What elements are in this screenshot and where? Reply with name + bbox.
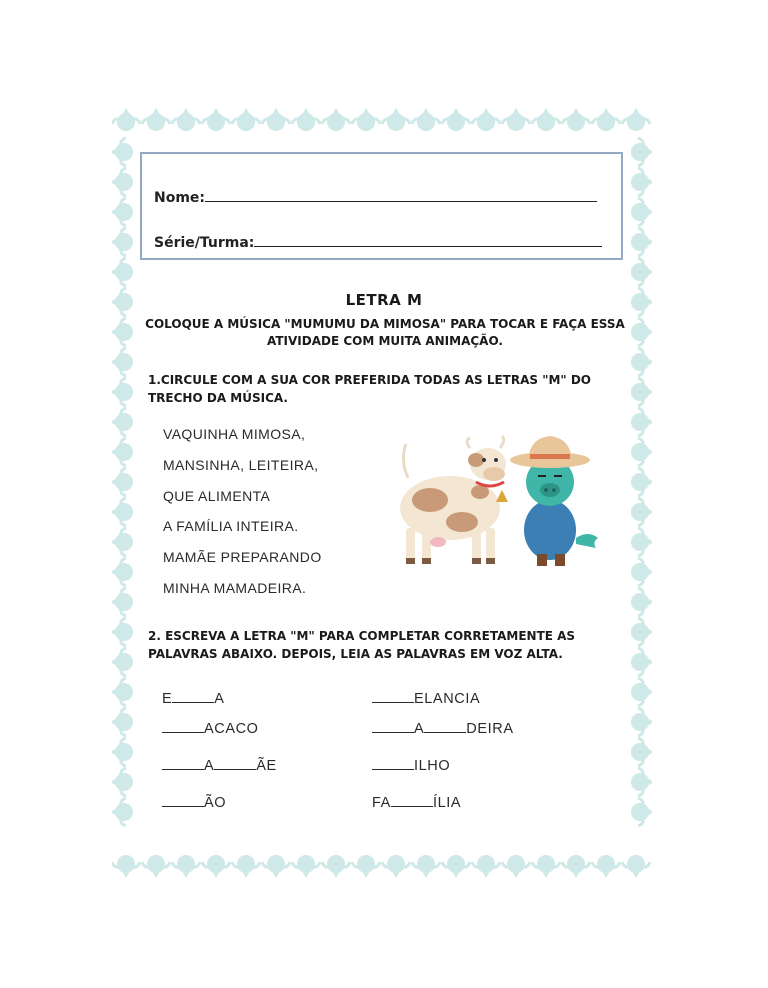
- border-ornament: [631, 378, 652, 406]
- border-ornament: [112, 198, 133, 226]
- border-ornament: [631, 438, 652, 466]
- name-label: Nome:: [154, 190, 206, 206]
- fill-word-5[interactable]: [162, 757, 277, 774]
- blank[interactable]: [162, 720, 204, 733]
- border-ornament: [112, 708, 133, 736]
- border-ornament: [631, 798, 652, 826]
- border-ornament: [172, 855, 200, 878]
- border-ornament: [322, 855, 350, 878]
- verse-line: A FAMÍLIA INTEIRA.: [163, 518, 299, 534]
- border-ornament: [631, 408, 652, 436]
- word-part: A: [204, 758, 215, 774]
- border-ornament: [112, 228, 133, 256]
- border-ornament: [322, 108, 350, 131]
- blank[interactable]: [391, 794, 433, 807]
- border-ornament: [631, 168, 652, 196]
- border-ornament: [472, 108, 500, 131]
- border-ornament: [112, 558, 133, 586]
- border-ornament: [232, 108, 260, 131]
- blank[interactable]: [372, 720, 414, 733]
- word-part: DEIRA: [466, 721, 514, 737]
- student-info-box: [140, 152, 623, 260]
- question-2: 2. ESCREVA A LETRA "M" PARA COMPLETAR CORRETAMENTE AS PALAVRAS ABAIXO. DEPOIS, LEIA AS PALAVRAS EM VOZ ALTA.: [148, 629, 576, 661]
- border-ornament: [442, 855, 470, 878]
- border-ornament: [112, 768, 133, 796]
- word-part: ÃE: [256, 758, 277, 774]
- border-ornament: [112, 318, 133, 346]
- border-ornament: [502, 855, 530, 878]
- border-ornament: [502, 108, 530, 131]
- fill-word-8[interactable]: [372, 794, 461, 811]
- blank[interactable]: [424, 720, 466, 733]
- border-ornament: [631, 318, 652, 346]
- border-ornament: [622, 108, 650, 131]
- word-part: E: [162, 691, 173, 707]
- border-ornament: [631, 528, 652, 556]
- fill-word-6[interactable]: [372, 757, 450, 774]
- border-ornament: [631, 678, 652, 706]
- verse-line: QUE ALIMENTA: [163, 488, 271, 504]
- border-ornament: [562, 108, 590, 131]
- word-part: A: [214, 691, 225, 707]
- border-ornament: [112, 108, 140, 131]
- border-ornament: [112, 168, 133, 196]
- border-ornament: [112, 258, 133, 286]
- verse-line: MINHA MAMADEIRA.: [163, 580, 307, 596]
- verse-line: VAQUINHA MIMOSA,: [163, 426, 306, 442]
- border-ornament: [112, 378, 133, 406]
- class-line[interactable]: [254, 233, 602, 247]
- blank[interactable]: [372, 690, 414, 703]
- border-ornament: [112, 618, 133, 646]
- border-ornament: [631, 468, 652, 496]
- border-ornament: [112, 438, 133, 466]
- border-ornament: [442, 108, 470, 131]
- border-ornament: [622, 855, 650, 878]
- border-ornament: [112, 738, 133, 766]
- border-ornament: [631, 618, 652, 646]
- border-ornament: [112, 678, 133, 706]
- name-field[interactable]: [154, 188, 597, 206]
- border-ornament: [142, 108, 170, 131]
- fill-word-1[interactable]: [162, 690, 225, 707]
- border-ornament: [112, 855, 140, 878]
- word-part: FA: [372, 795, 391, 811]
- border-ornament: [631, 708, 652, 736]
- fill-word-3[interactable]: [162, 720, 259, 737]
- border-ornament: [631, 768, 652, 796]
- border-ornament: [631, 738, 652, 766]
- border-ornament: [592, 108, 620, 131]
- border-ornament: [292, 855, 320, 878]
- border-ornament: [631, 228, 652, 256]
- border-ornament: [112, 138, 133, 166]
- border-ornament: [112, 648, 133, 676]
- border-ornament: [112, 348, 133, 376]
- border-ornament: [112, 798, 133, 826]
- border-ornament: [382, 108, 410, 131]
- border-ornament: [631, 588, 652, 616]
- fill-word-4[interactable]: [372, 720, 514, 737]
- blank[interactable]: [172, 690, 214, 703]
- class-label: Série/Turma:: [154, 235, 255, 251]
- page-title: LETRA M: [345, 291, 423, 309]
- border-ornament: [112, 588, 133, 616]
- border-ornament: [112, 498, 133, 526]
- border-ornament: [412, 855, 440, 878]
- border-ornament: [631, 348, 652, 376]
- border-ornament: [232, 855, 260, 878]
- verse-line: MANSINHA, LEITEIRA,: [163, 457, 319, 473]
- word-part: ACACO: [204, 721, 259, 737]
- border-ornament: [142, 855, 170, 878]
- blank[interactable]: [162, 757, 204, 770]
- word-part: ÍLIA: [432, 795, 462, 811]
- border-ornament: [472, 855, 500, 878]
- word-part: ELANCIA: [414, 691, 481, 707]
- blank[interactable]: [372, 757, 414, 770]
- border-ornament: [352, 108, 380, 131]
- word-part: ILHO: [414, 758, 451, 774]
- border-ornament: [631, 138, 652, 166]
- border-ornament: [262, 108, 290, 131]
- border-ornament: [112, 468, 133, 496]
- border-ornament: [172, 108, 200, 131]
- class-field[interactable]: [154, 233, 602, 251]
- border-ornament: [631, 558, 652, 586]
- border-ornament: [112, 528, 133, 556]
- blank[interactable]: [162, 794, 204, 807]
- border-ornament: [631, 258, 652, 286]
- question-1: 1.CIRCULE COM A SUA COR PREFERIDA TODAS AS LETRAS "M" DO TRECHO DA MÚSICA.: [148, 373, 591, 405]
- border-ornament: [292, 108, 320, 131]
- verse-line: MAMÃE PREPARANDO: [163, 549, 322, 565]
- intro-text: COLOQUE A MÚSICA "MUMUMU DA MIMOSA" PARA TOCAR E FAÇA ESSA ATIVIDADE COM MUITA ANIMAÇÃO.: [145, 317, 625, 348]
- border-ornament: [202, 855, 230, 878]
- border-ornament: [631, 498, 652, 526]
- border-ornament: [352, 855, 380, 878]
- blank[interactable]: [214, 757, 256, 770]
- border-ornament: [382, 855, 410, 878]
- fill-word-7[interactable]: [162, 794, 226, 811]
- word-part: A: [414, 721, 425, 737]
- border-ornament: [631, 648, 652, 676]
- border-ornament: [532, 855, 560, 878]
- border-ornament: [202, 108, 230, 131]
- border-ornament: [412, 108, 440, 131]
- border-ornament: [532, 108, 560, 131]
- fill-word-2[interactable]: [372, 690, 480, 707]
- border-ornament: [631, 198, 652, 226]
- border-ornament: [562, 855, 590, 878]
- name-line[interactable]: [205, 188, 597, 202]
- cow-and-pig-illustration: [390, 430, 605, 570]
- word-part: ÃO: [204, 795, 227, 811]
- border-ornament: [262, 855, 290, 878]
- border-ornament: [592, 855, 620, 878]
- border-ornament: [112, 408, 133, 436]
